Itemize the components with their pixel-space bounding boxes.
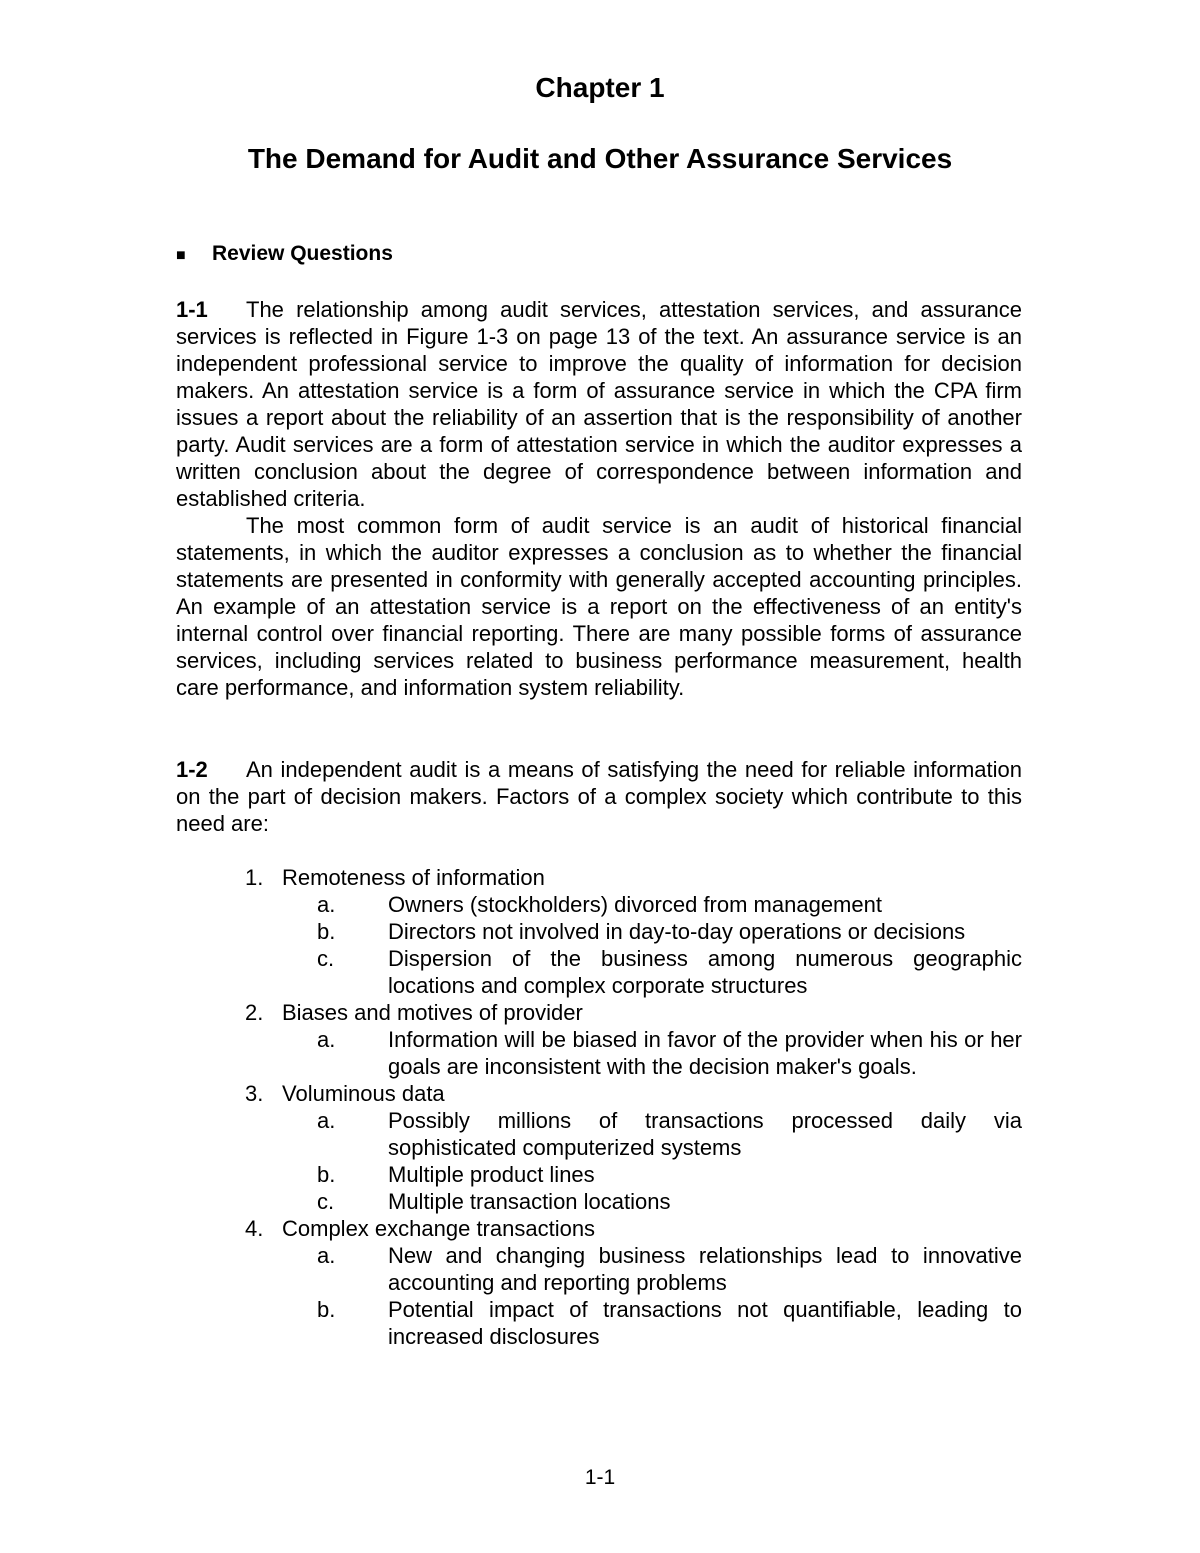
paragraph-text: The relationship among audit services, attestation services, and assurance services is reflected in Figure 1-3 on page 13 of the text. An assurance service is an independent professional service to improve the quality of information for decision makers. An attestation service is a form of assurance service in which the CPA firm issues a report about the reliability of an assertion that is the responsibility of another party. Audit services are a form of attestation service in which the auditor expresses a written conclusion about the degree of correspondence between information and established criteria. xyxy=(176,297,1022,511)
sub-list-text: Potential impact of transactions not quantifiable, leading to increased disclosures xyxy=(388,1297,1022,1349)
chapter-heading: Chapter 1 xyxy=(535,72,665,103)
sub-list-letter: a. xyxy=(317,1027,336,1052)
sub-list-letter: b. xyxy=(317,1297,336,1322)
page-title: The Demand for Audit and Other Assurance Services xyxy=(247,143,953,174)
sub-list-letter: c. xyxy=(317,1189,335,1214)
sub-list-text: New and changing business relationships lead to innovative accounting and reporting problems xyxy=(388,1243,1022,1295)
list-item-text: Remoteness of information xyxy=(282,865,545,890)
list-item-text: Biases and motives of provider xyxy=(282,1000,583,1025)
sub-list-letter: c. xyxy=(317,946,335,971)
sub-list-item xyxy=(176,1107,1022,1161)
sub-list-text: Possibly millions of transactions processed daily via sophisticated computerized systems xyxy=(388,1108,1022,1160)
factor-list xyxy=(176,864,1022,1350)
section-heading xyxy=(176,242,393,266)
section-label: Review Questions xyxy=(212,242,393,265)
question-1-1-para-1 xyxy=(176,296,1022,512)
sub-list-text: Multiple transaction locations xyxy=(388,1189,671,1214)
sub-list-item xyxy=(176,945,1022,999)
list-item-number: 3. xyxy=(245,1081,264,1106)
question-1-1 xyxy=(176,296,1022,701)
sub-list-letter: b. xyxy=(317,1162,336,1187)
list-item-number: 4. xyxy=(245,1216,264,1241)
sub-list-letter: b. xyxy=(317,919,336,944)
sub-list-item xyxy=(176,1242,1022,1296)
sub-list-item xyxy=(176,891,1022,918)
list-item-text: Voluminous data xyxy=(282,1081,445,1106)
sub-list-letter: a. xyxy=(317,1108,336,1133)
question-1-2-intro xyxy=(176,756,1022,837)
sub-list-text: Information will be biased in favor of the provider when his or her goals are inconsistent with the decision maker's goals. xyxy=(388,1027,1022,1079)
sub-list-text: Owners (stockholders) divorced from management xyxy=(388,892,882,917)
sub-list-letter: a. xyxy=(317,892,336,917)
square-bullet-icon: ■ xyxy=(176,247,186,264)
question-1-1-para-2: The most common form of audit service is an audit of historical financial statements, in which the auditor expresses a conclusion as to whether the financial statements are presented in conformity with generally accepted accounting principles. An example of an attestation service is a report on the effectiveness of an entity's internal control over financial reporting. There are many possible forms of assurance services, including services related to business performance measurement, health care performance, and information system reliability. xyxy=(176,513,1022,700)
question-number: 1-1 xyxy=(176,297,208,322)
page-number: 1-1 xyxy=(584,1466,616,1489)
list-item-number: 1. xyxy=(245,865,264,890)
list-item xyxy=(176,1080,1022,1107)
sub-list-text: Dispersion of the business among numerous geographic locations and complex corporate structures xyxy=(388,946,1022,998)
question-1-2 xyxy=(176,756,1022,837)
list-item-number: 2. xyxy=(245,1000,264,1025)
sub-list-item xyxy=(176,918,1022,945)
sub-list-letter: a. xyxy=(317,1243,336,1268)
question-number: 1-2 xyxy=(176,757,208,782)
list-item xyxy=(176,999,1022,1026)
list-item xyxy=(176,864,1022,891)
sub-list-item xyxy=(176,1026,1022,1080)
sub-list-item xyxy=(176,1188,1022,1215)
list-item xyxy=(176,1215,1022,1242)
paragraph-text: An independent audit is a means of satisfying the need for reliable information on the part of decision makers. Factors of a complex society which contribute to this need are: xyxy=(176,757,1022,836)
sub-list-text: Directors not involved in day-to-day operations or decisions xyxy=(388,919,966,944)
sub-list-item xyxy=(176,1161,1022,1188)
list-item-text: Complex exchange transactions xyxy=(282,1216,596,1241)
sub-list-text: Multiple product lines xyxy=(388,1162,595,1187)
sub-list-item xyxy=(176,1296,1022,1350)
